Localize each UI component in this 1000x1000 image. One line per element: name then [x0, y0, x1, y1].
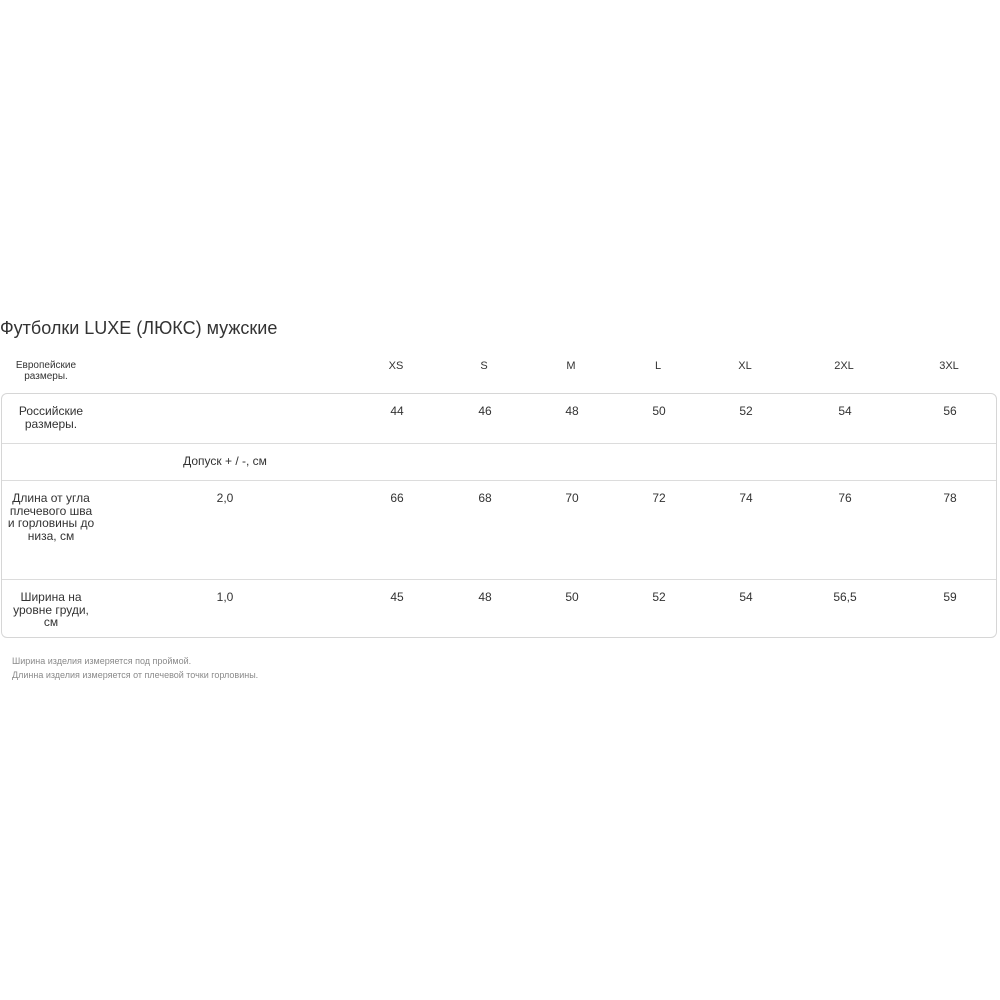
table-row-length	[2, 481, 996, 580]
header-size-s: S	[480, 360, 488, 372]
note-width: Ширина изделия измеряется под проймой.	[12, 656, 192, 666]
row-label-width: Ширина на уровне груди, см	[13, 590, 89, 630]
length-size-2xl: 76	[838, 491, 852, 505]
table-row-russian-sizes	[2, 394, 996, 444]
length-size-xl: 74	[739, 491, 753, 505]
russian-size-s: 46	[478, 404, 492, 418]
row-label-length: Длина от угла плечевого шва и горловины до низа, см	[7, 491, 95, 543]
length-size-xs: 66	[390, 491, 404, 505]
russian-size-m: 48	[565, 404, 579, 418]
width-size-s: 48	[478, 590, 492, 604]
header-size-xl: XL	[738, 360, 752, 372]
measurement-notes	[12, 654, 258, 682]
russian-size-3xl: 56	[943, 404, 957, 418]
russian-size-l: 50	[652, 404, 666, 418]
size-table	[1, 393, 997, 638]
table-row-tolerance-header	[2, 444, 996, 481]
length-size-l: 72	[652, 491, 666, 505]
width-size-l: 52	[652, 590, 666, 604]
width-size-xl: 54	[739, 590, 753, 604]
page-title: Футболки LUXE (ЛЮКС) мужские	[0, 318, 278, 338]
tolerance-header: Допуск + / -, см	[183, 454, 267, 468]
length-size-3xl: 78	[943, 491, 957, 505]
table-row-width	[2, 580, 996, 637]
header-size-xs: XS	[388, 360, 404, 372]
header-size-l: L	[654, 360, 662, 372]
width-size-m: 50	[565, 590, 579, 604]
row-label-russian-sizes: Российские размеры.	[18, 404, 84, 431]
width-size-3xl: 59	[943, 590, 957, 604]
russian-size-xs: 44	[390, 404, 404, 418]
note-length: Длинна изделия измеряется от плечевой точки горловины.	[12, 670, 259, 680]
length-tolerance: 2,0	[216, 491, 234, 505]
russian-size-xl: 52	[739, 404, 753, 418]
header-size-2xl: 2XL	[834, 360, 854, 372]
table-header-row	[0, 356, 1000, 392]
width-size-xs: 45	[390, 590, 404, 604]
header-european-sizes-label: Европейские размеры.	[15, 360, 77, 382]
header-size-m: M	[566, 360, 576, 372]
width-tolerance: 1,0	[216, 590, 234, 604]
header-size-3xl: 3XL	[939, 360, 959, 372]
russian-size-2xl: 54	[838, 404, 852, 418]
length-size-s: 68	[478, 491, 492, 505]
length-size-m: 70	[565, 491, 579, 505]
width-size-2xl: 56,5	[833, 590, 857, 604]
